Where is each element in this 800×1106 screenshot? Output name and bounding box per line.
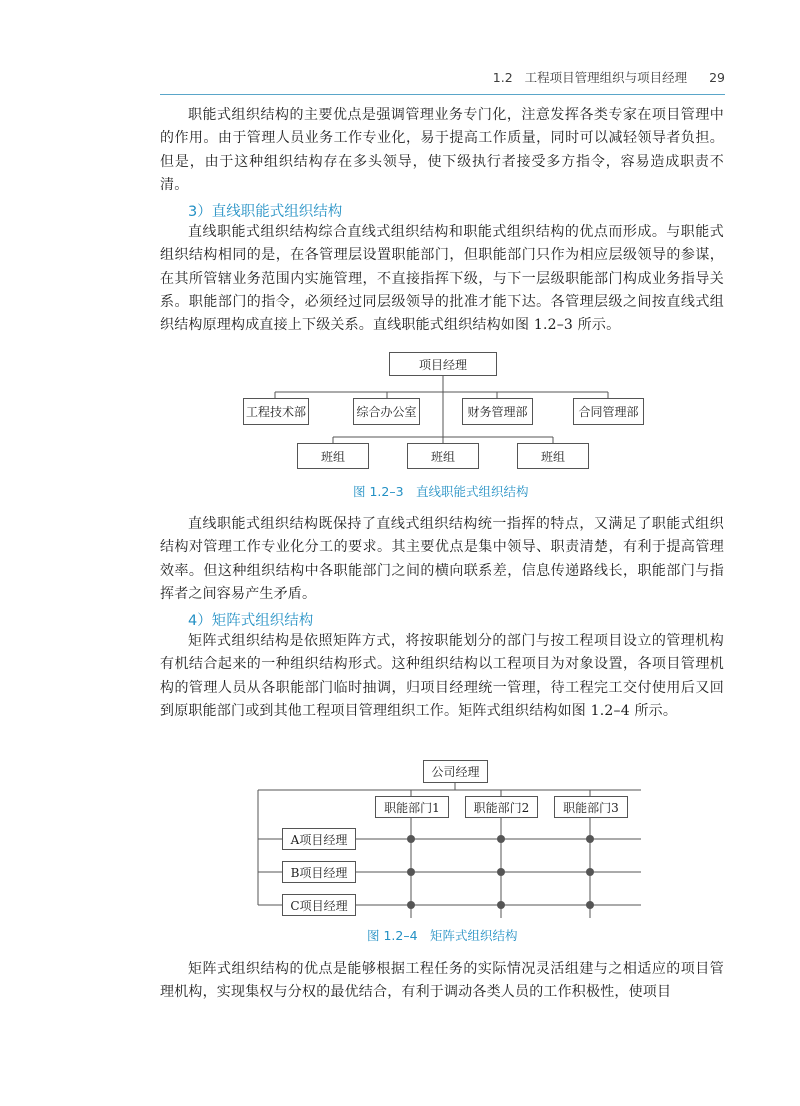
project-manager-b-box: B项目经理 <box>282 861 356 883</box>
team-box-3: 班组 <box>517 443 589 469</box>
department-box-3: 财务管理部 <box>462 398 533 425</box>
paragraph-5: 矩阵式组织结构的优点是能够根据工程任务的实际情况灵活组建与之相适应的项目管理机构，实现集权与分权的最优结合，有利于调动各类人员的工作积极性，使项目 <box>160 961 724 1001</box>
function-box-1: 职能部门1 <box>375 796 449 818</box>
page-number: 29 <box>709 70 725 85</box>
department-box-1: 工程技术部 <box>243 398 309 425</box>
function-box-3: 职能部门3 <box>554 796 628 818</box>
function-box-2: 职能部门2 <box>465 796 538 818</box>
figure-2-caption: 图 1.2–4 矩阵式组织结构 <box>367 928 518 943</box>
paragraph-3: 直线职能式组织结构既保持了直线式组织结构统一指挥的特点，又满足了职能式组织结构对管理工作专业化分工的要求。其主要优点是集中领导、职责清楚，有利于提高管理效率。但这种组织结构中各职能部门之间的横向联系差，信息传递路线长，职能部门与指挥者之间容易产生矛盾。 <box>160 516 724 602</box>
department-box-4: 合同管理部 <box>573 398 644 425</box>
heading-4: 4）矩阵式组织结构 <box>188 613 314 629</box>
header-title: 工程项目管理组织与项目经理 <box>524 70 688 85</box>
header-section: 1.2 <box>492 70 513 85</box>
department-box-2: 综合办公室 <box>353 398 420 425</box>
team-box-2: 班组 <box>407 443 479 469</box>
heading-3: 3）直线职能式组织结构 <box>188 204 343 220</box>
paragraph-2: 直线职能式组织结构综合直线式组织结构和职能式组织结构的优点而形成。与职能式组织结构相同的是，在各管理层设置职能部门，但职能部门只作为相应层级领导的参谋，在其所管辖业务范围内实施管理，不直接指挥下级，与下一层级职能部门构成业务指导关系。职能部门的指令，必须经过同层级领导的批准才能下达。各管理层级之间按直线式组织结构原理构成直接上下级关系。直线职能式组织结构如图 1.2–3 所示。 <box>160 224 724 334</box>
paragraph-1: 职能式组织结构的主要优点是强调管理业务专门化，注意发挥各类专家在项目管理中的作用。由于管理人员业务工作专业化，易于提高工作质量，同时可以减轻领导者负担。但是，由于这种组织结构存在多头领导，使下级执行者接受多方指令，容易造成职责不清。 <box>160 107 724 193</box>
figure-1-caption: 图 1.2–3 直线职能式组织结构 <box>353 484 529 499</box>
project-manager-c-box: C项目经理 <box>282 894 356 916</box>
project-manager-a-box: A项目经理 <box>282 828 356 850</box>
team-box-1: 班组 <box>297 443 369 469</box>
company-manager-box: 公司经理 <box>423 760 488 783</box>
project-manager-box: 项目经理 <box>389 352 497 376</box>
paragraph-4: 矩阵式组织结构是依照矩阵方式，将按职能划分的部门与按工程项目设立的管理机构有机结合起来的一种组织结构形式。这种组织结构以工程项目为对象设置，各项目管理机构的管理人员从各职能部门临时抽调，归项目经理统一管理，待工程完工交付使用后又回到原职能部门或到其他工程项目管理组织工作。矩阵式组织结构如图 1.2–4 所示。 <box>160 633 724 719</box>
